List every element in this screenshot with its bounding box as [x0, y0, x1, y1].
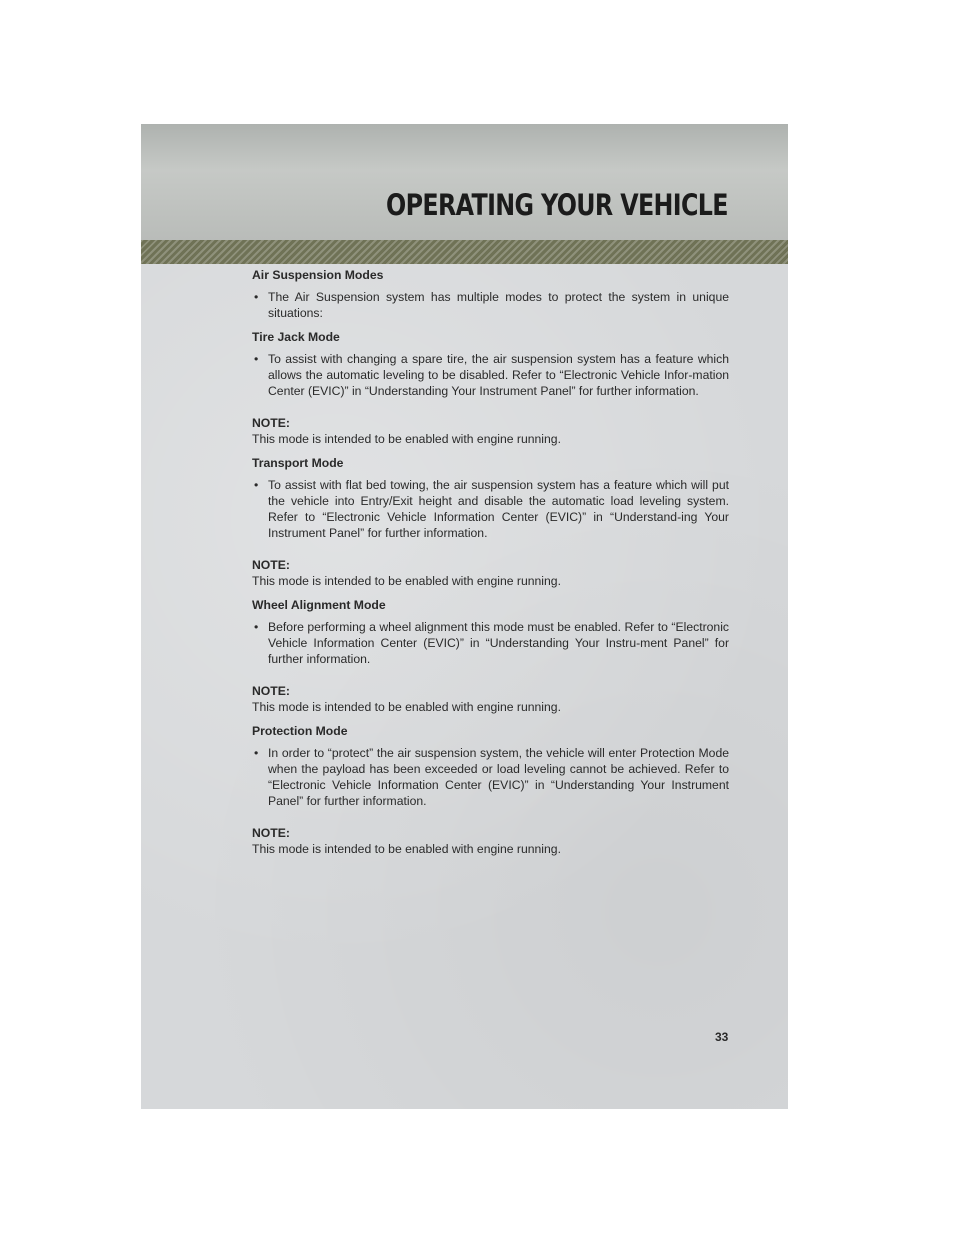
bullet-text: In order to “protect” the air suspension system, the vehicle will enter Protection Mode when the payload has been exceeded or load leveling cannot be achieved. Refer to “Electronic Vehicle Information Center (EVIC)” in “Understanding Your Instrument Panel” for further information.: [268, 746, 729, 808]
header-band: [141, 124, 788, 240]
note-label: NOTE:: [252, 684, 290, 698]
bullet-item: [252, 619, 729, 667]
section-heading: Wheel Alignment Mode: [252, 598, 386, 612]
bullet-dot: •: [254, 746, 259, 760]
header-stripe: [141, 240, 788, 264]
note-label: NOTE:: [252, 416, 290, 430]
section-heading: Protection Mode: [252, 724, 348, 738]
manual-page: [141, 124, 788, 1109]
bullet-dot: •: [254, 620, 259, 634]
section-heading: Air Suspension Modes: [252, 268, 384, 282]
bullet-dot: •: [254, 478, 259, 492]
note-text: This mode is intended to be enabled with engine running.: [252, 432, 561, 446]
bullet-text: The Air Suspension system has multiple modes to protect the system in unique situations:: [268, 290, 729, 320]
section-heading: Transport Mode: [252, 456, 344, 470]
bullet-item: [252, 351, 729, 399]
note-text: This mode is intended to be enabled with engine running.: [252, 842, 561, 856]
note-text: This mode is intended to be enabled with engine running.: [252, 574, 561, 588]
bullet-text: To assist with changing a spare tire, the air suspension system has a feature which allows the automatic leveling to be disabled. Refer to “Electronic Vehicle Infor-mation Center (EVIC)” in “Understanding Your Instrument Panel” for further information.: [268, 352, 729, 398]
bullet-dot: •: [254, 352, 259, 366]
bullet-item: [252, 289, 729, 321]
note-label: NOTE:: [252, 558, 290, 572]
bullet-item: [252, 745, 729, 809]
section-heading: Tire Jack Mode: [252, 330, 340, 344]
bullet-text: To assist with flat bed towing, the air suspension system has a feature which will put the vehicle into Entry/Exit height and disable the automatic load leveling system. Refer to “Electronic Vehicle Information Center (EVIC)” in “Understand-ing Your Instrument Panel” for further information.: [268, 478, 729, 540]
bullet-dot: •: [254, 290, 259, 304]
page-title: OPERATING YOUR VEHICLE: [386, 188, 728, 222]
note-label: NOTE:: [252, 826, 290, 840]
bullet-item: [252, 477, 729, 541]
page-number: 33: [715, 1030, 729, 1044]
bullet-text: Before performing a wheel alignment this mode must be enabled. Refer to “Electronic Vehicle Information Center (EVIC)” in “Understanding Your Instru-ment Panel” for further information.: [268, 620, 729, 666]
content-body: [252, 267, 729, 865]
note-text: This mode is intended to be enabled with engine running.: [252, 700, 561, 714]
